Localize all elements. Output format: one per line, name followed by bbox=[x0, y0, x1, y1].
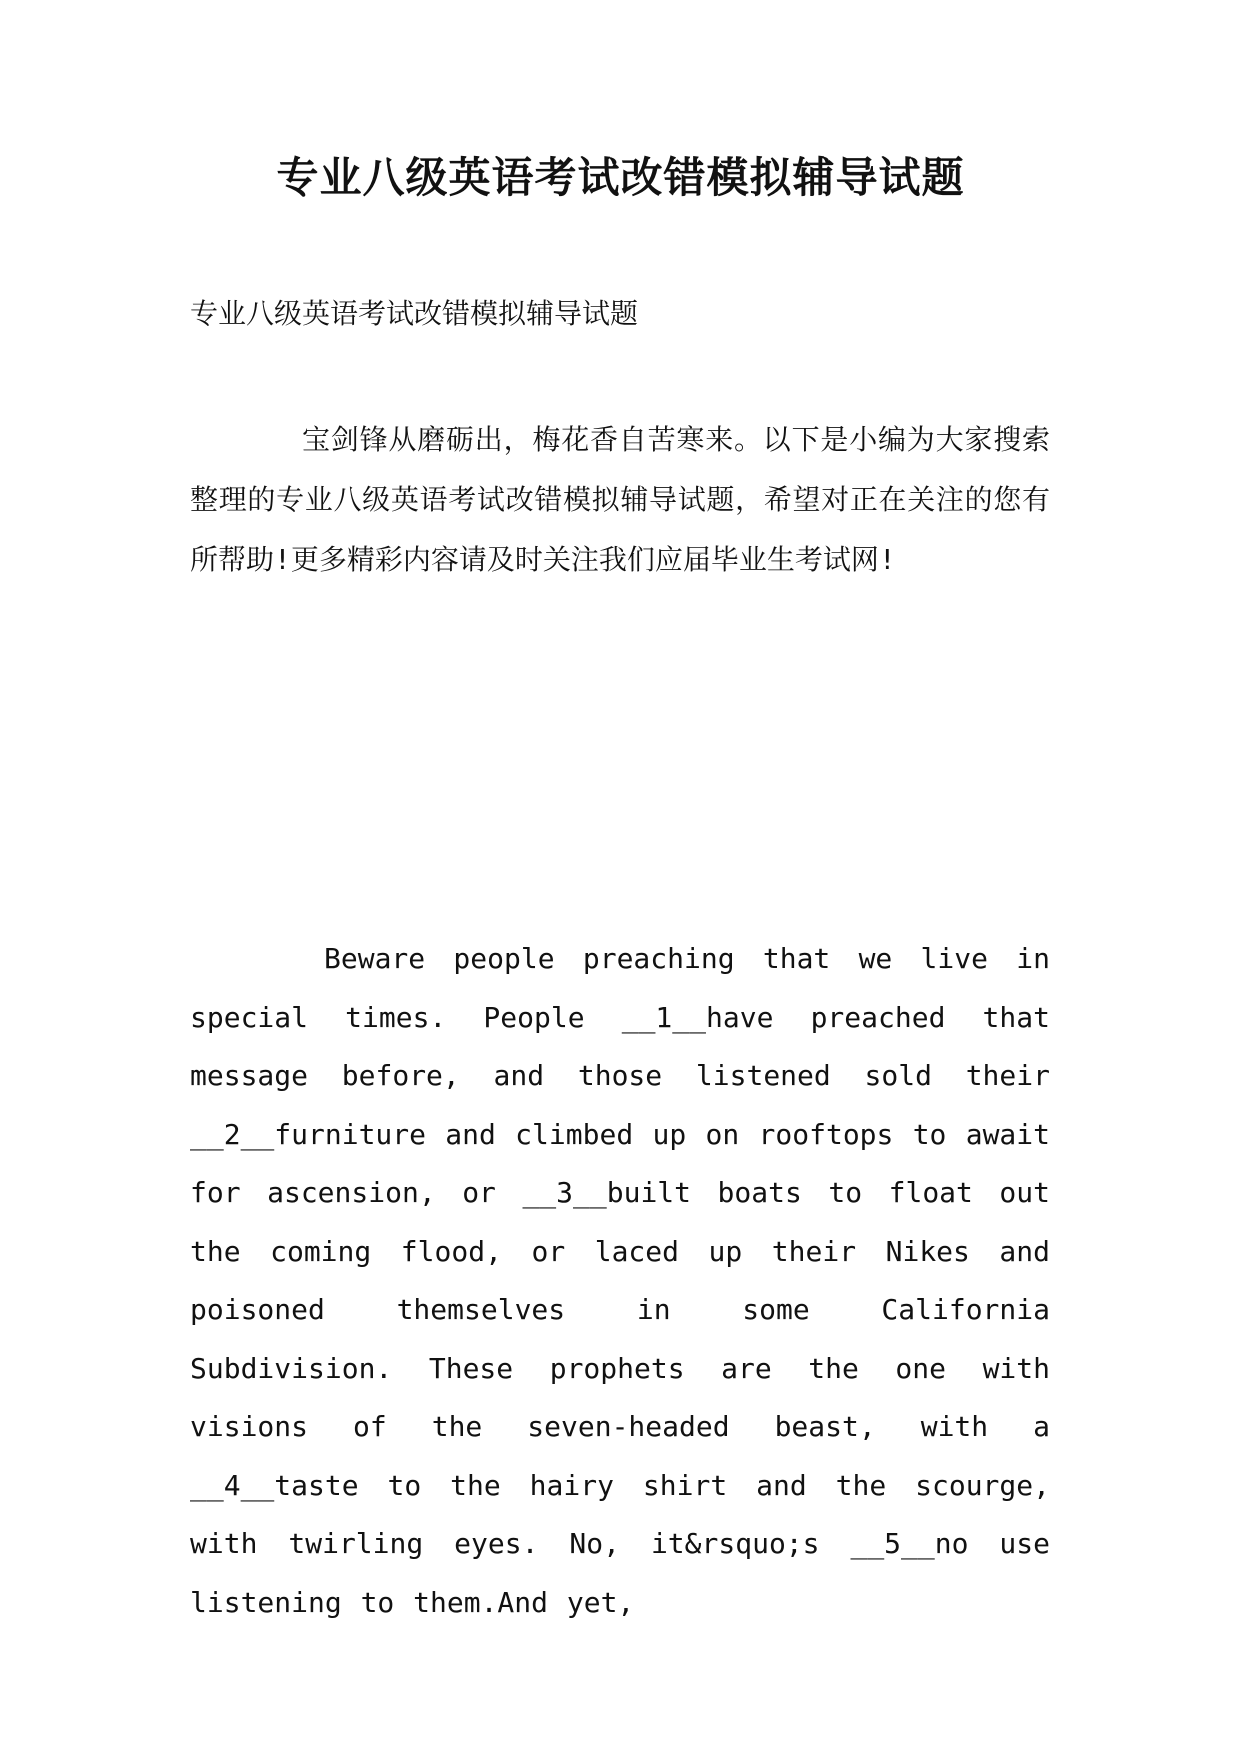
passage-paragraph: Beware people preaching that we live in special times. People __1__have preached that message before, and those listened sold their __2__furniture and climbed up on rooftops to await for ascension, or __3__built boats to float out the coming flood, or laced up their Nikes and poisoned themselves in some California Subdivision. These prophets are the one with visions of the seven-headed beast, with a __4__taste to the hairy shirt and the scourge, with twirling eyes. No, it&rsquo;s __5__no use listening to them.And yet, bbox=[190, 942, 1050, 1619]
document-title: 专业八级英语考试改错模拟辅导试题 bbox=[276, 153, 965, 202]
document-subtitle: 专业八级英语考试改错模拟辅导试题 bbox=[190, 297, 639, 330]
intro-paragraph: 宝剑锋从磨砺出，梅花香自苦寒来。以下是小编为大家搜索整理的专业八级英语考试改错模拟辅导试题，希望对正在关注的您有所帮助!更多精彩内容请及时关注我们应届毕业生考试网! bbox=[190, 423, 1050, 576]
